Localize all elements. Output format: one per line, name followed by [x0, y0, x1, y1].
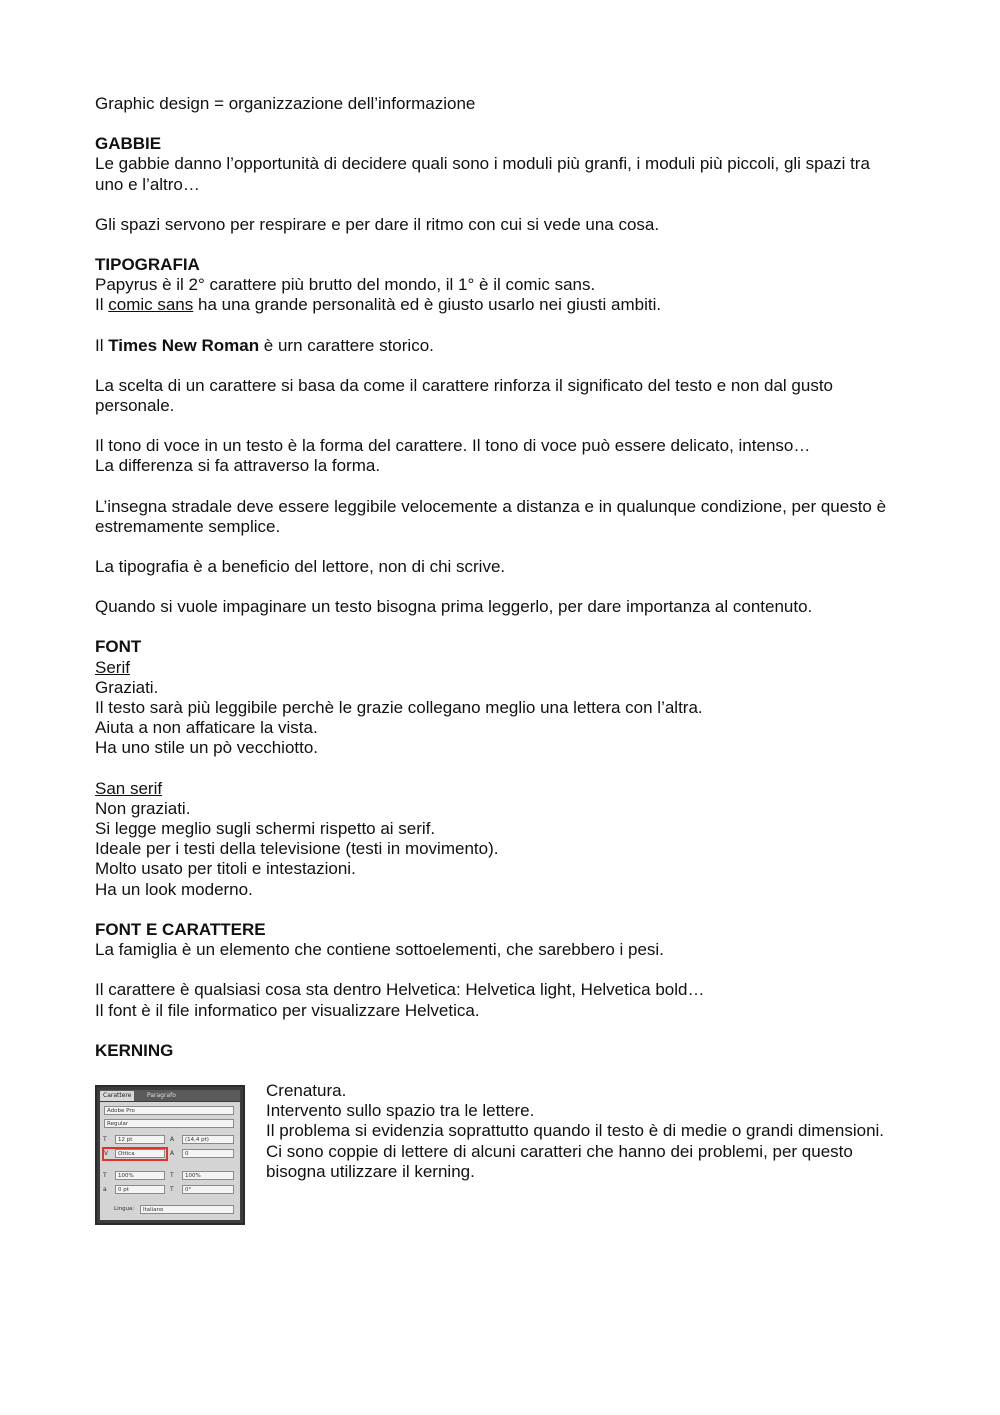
- character-panel-screenshot: [95, 1085, 245, 1225]
- tracking-icon: A: [170, 1149, 175, 1157]
- serif-line: Aiuta a non affaticare la vista.: [95, 718, 318, 738]
- tipografia-paragraph-4a: Il tono di voce in un testo è la forma del carattere. Il tono di voce può essere delicato, intenso…: [95, 436, 811, 456]
- panel-tab-bar: [100, 1090, 240, 1101]
- tracking-field: 0: [182, 1149, 234, 1158]
- tipografia-line-2: [95, 295, 895, 315]
- heading-font: FONT: [95, 637, 142, 657]
- baseline-shift-field: 0 pt: [115, 1185, 165, 1194]
- text-span: Il: [95, 335, 109, 355]
- skew-icon: T: [170, 1185, 174, 1193]
- tipografia-line-1: Papyrus è il 2° carattere più brutto del mondo, il 1° è il comic sans.: [95, 275, 596, 295]
- serif-line: Il testo sarà più leggibile perchè le grazie collegano meglio una lettera con l’altra.: [95, 698, 703, 718]
- sans-line: Non graziati.: [95, 798, 191, 818]
- sans-line: Si legge meglio sugli schermi rispetto ai serif.: [95, 819, 436, 839]
- horizontal-scale-icon: T: [170, 1171, 174, 1179]
- heading-tipografia: TIPOGRAFIA: [95, 255, 200, 275]
- tab-paragrafo: Paragrafo: [147, 1091, 176, 1099]
- font-name-field: Adobe Pro: [104, 1106, 234, 1115]
- serif-line: Ha uno stile un pò vecchiotto.: [95, 738, 319, 758]
- vertical-scale-field: 100%: [115, 1171, 165, 1180]
- gabbie-paragraph-2: Gli spazi servono per respirare e per dare il ritmo con cui si vede una cosa.: [95, 214, 660, 234]
- vertical-scale-icon: T: [103, 1171, 107, 1179]
- kerning-line: Intervento sullo spazio tra le lettere.: [266, 1101, 535, 1121]
- tipografia-paragraph-6: La tipografia è a beneficio del lettore, non di chi scrive.: [95, 557, 506, 577]
- font-carattere-paragraph-2b: Il font è il file informatico per visualizzare Helvetica.: [95, 1000, 480, 1020]
- kerning-line: Ci sono coppie di lettere di alcuni caratteri che hanno dei problemi, per questo bisogna utilizzare il kerning.: [266, 1141, 853, 1181]
- text-span: è urn carattere storico.: [259, 335, 434, 355]
- kerning-field: Ottica: [115, 1149, 165, 1158]
- serif-line: Graziati.: [95, 677, 159, 697]
- sans-line: Molto usato per titoli e intestazioni.: [95, 859, 356, 879]
- leading-field: (14,4 pt): [182, 1135, 234, 1144]
- sans-serif-label: San serif: [95, 778, 163, 798]
- kerning-icon: V: [104, 1149, 109, 1157]
- leading-icon: A: [170, 1135, 175, 1143]
- text-span: Il: [95, 295, 109, 315]
- horizontal-scale-field: 100%: [182, 1171, 234, 1180]
- times-new-roman-line: [95, 336, 895, 356]
- font-size-field: 12 pt: [115, 1135, 165, 1144]
- heading-font-e-carattere: FONT E CARATTERE: [95, 919, 266, 939]
- gabbie-paragraph-1: Le gabbie danno l’opportunità di decidere quali sono i moduli più granfi, i moduli più piccoli, gli spazi tra uno e l’altro…: [95, 154, 870, 194]
- kerning-line: Crenatura.: [266, 1080, 347, 1100]
- intro-line: Graphic design = organizzazione dell’informazione: [95, 94, 476, 113]
- font-carattere-paragraph-2a: Il carattere è qualsiasi cosa sta dentro Helvetica: Helvetica light, Helvetica bold…: [95, 980, 705, 1000]
- tipografia-paragraph-7: Quando si vuole impaginare un testo bisogna prima leggerlo, per dare importanza al contenuto.: [95, 597, 813, 617]
- heading-kerning: KERNING: [95, 1040, 174, 1060]
- sans-line: Ideale per i testi della televisione (testi in movimento).: [95, 839, 499, 859]
- language-label: Lingua:: [114, 1205, 135, 1212]
- tipografia-paragraph-3: La scelta di un carattere si basa da come il carattere rinforza il significato del testo e non dal gusto personale.: [95, 375, 834, 416]
- baseline-shift-icon: a: [103, 1185, 107, 1193]
- kerning-section: [95, 1081, 895, 1231]
- heading-gabbie: GABBIE: [95, 134, 162, 154]
- tipografia-paragraph-4b: La differenza si fa attraverso la forma.: [95, 456, 381, 476]
- kerning-text: [266, 1081, 886, 1182]
- document-page: [95, 94, 895, 1231]
- font-size-icon: T: [103, 1135, 107, 1143]
- tab-carattere: Carattere: [100, 1091, 134, 1101]
- font-carattere-paragraph-1: La famiglia è un elemento che contiene sottoelementi, che sarebbero i pesi.: [95, 940, 664, 960]
- language-field: Italiano: [140, 1205, 234, 1214]
- kerning-line: Il problema si evidenzia soprattutto quando il testo è di medie o grandi dimensioni.: [266, 1121, 885, 1141]
- panel-body: [100, 1102, 240, 1220]
- serif-label: Serif: [95, 657, 130, 677]
- skew-field: 0°: [182, 1185, 234, 1194]
- font-style-field: Regular: [104, 1119, 234, 1128]
- times-new-roman-bold: Times New Roman: [108, 335, 260, 355]
- sans-line: Ha un look moderno.: [95, 879, 253, 899]
- comic-sans-underlined: comic sans: [108, 295, 194, 315]
- text-span: ha una grande personalità ed è giusto usarlo nei giusti ambiti.: [193, 295, 662, 315]
- tipografia-paragraph-5: L’insegna stradale deve essere leggibile velocemente a distanza e in qualunque condizione, per questo è estremamente semplice.: [95, 496, 887, 536]
